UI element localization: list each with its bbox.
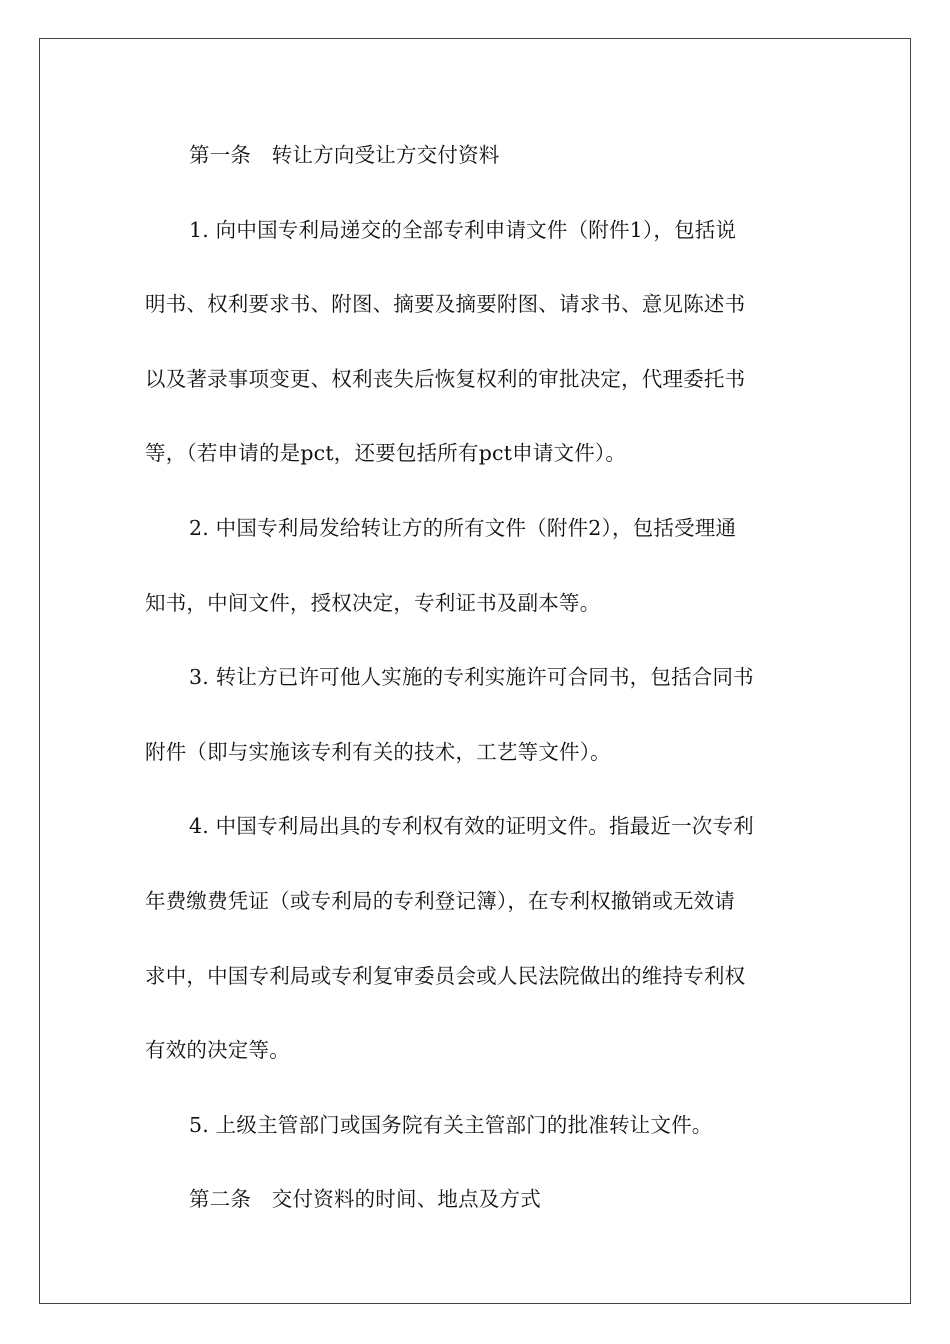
- paragraph-line: 1. 向中国专利局递交的全部专利申请文件（附件1），包括说: [189, 217, 737, 242]
- document-body: [145, 118, 810, 1237]
- article-heading-1: 第一条 转让方向受让方交付资料: [189, 143, 500, 167]
- paragraph-line: 明书、权利要求书、附图、摘要及摘要附图、请求书、意见陈述书: [145, 292, 746, 317]
- paragraph-line: 3. 转让方已许可他人实施的专利实施许可合同书，包括合同书: [189, 665, 754, 690]
- paragraph-line: 求中，中国专利局或专利复审委员会或人民法院做出的维持专利权: [145, 963, 746, 988]
- paragraph-line: 知书，中间文件，授权决定，专利证书及副本等。: [145, 590, 601, 615]
- paragraph-line: 以及著录事项变更、权利丧失后恢复权利的审批决定，代理委托书: [145, 366, 746, 391]
- paragraph-line: 年费缴费凭证（或专利局的专利登记簿），在专利权撤销或无效请: [145, 888, 736, 913]
- paragraph-line: 等，（若申请的是pct，还要包括所有pct申请文件）。: [145, 441, 627, 466]
- paragraph-line: 4. 中国专利局出具的专利权有效的证明文件。指最近一次专利: [189, 814, 754, 839]
- paragraph-line: 有效的决定等。: [145, 1038, 290, 1063]
- paragraph-line: 附件（即与实施该专利有关的技术，工艺等文件）。: [145, 739, 611, 764]
- paragraph-line: 5. 上级主管部门或国务院有关主管部门的批准转让文件。: [189, 1112, 713, 1137]
- paragraph-line: 2. 中国专利局发给转让方的所有文件（附件2），包括受理通: [189, 515, 737, 540]
- article-heading-2: 第二条 交付资料的时间、地点及方式: [189, 1187, 541, 1212]
